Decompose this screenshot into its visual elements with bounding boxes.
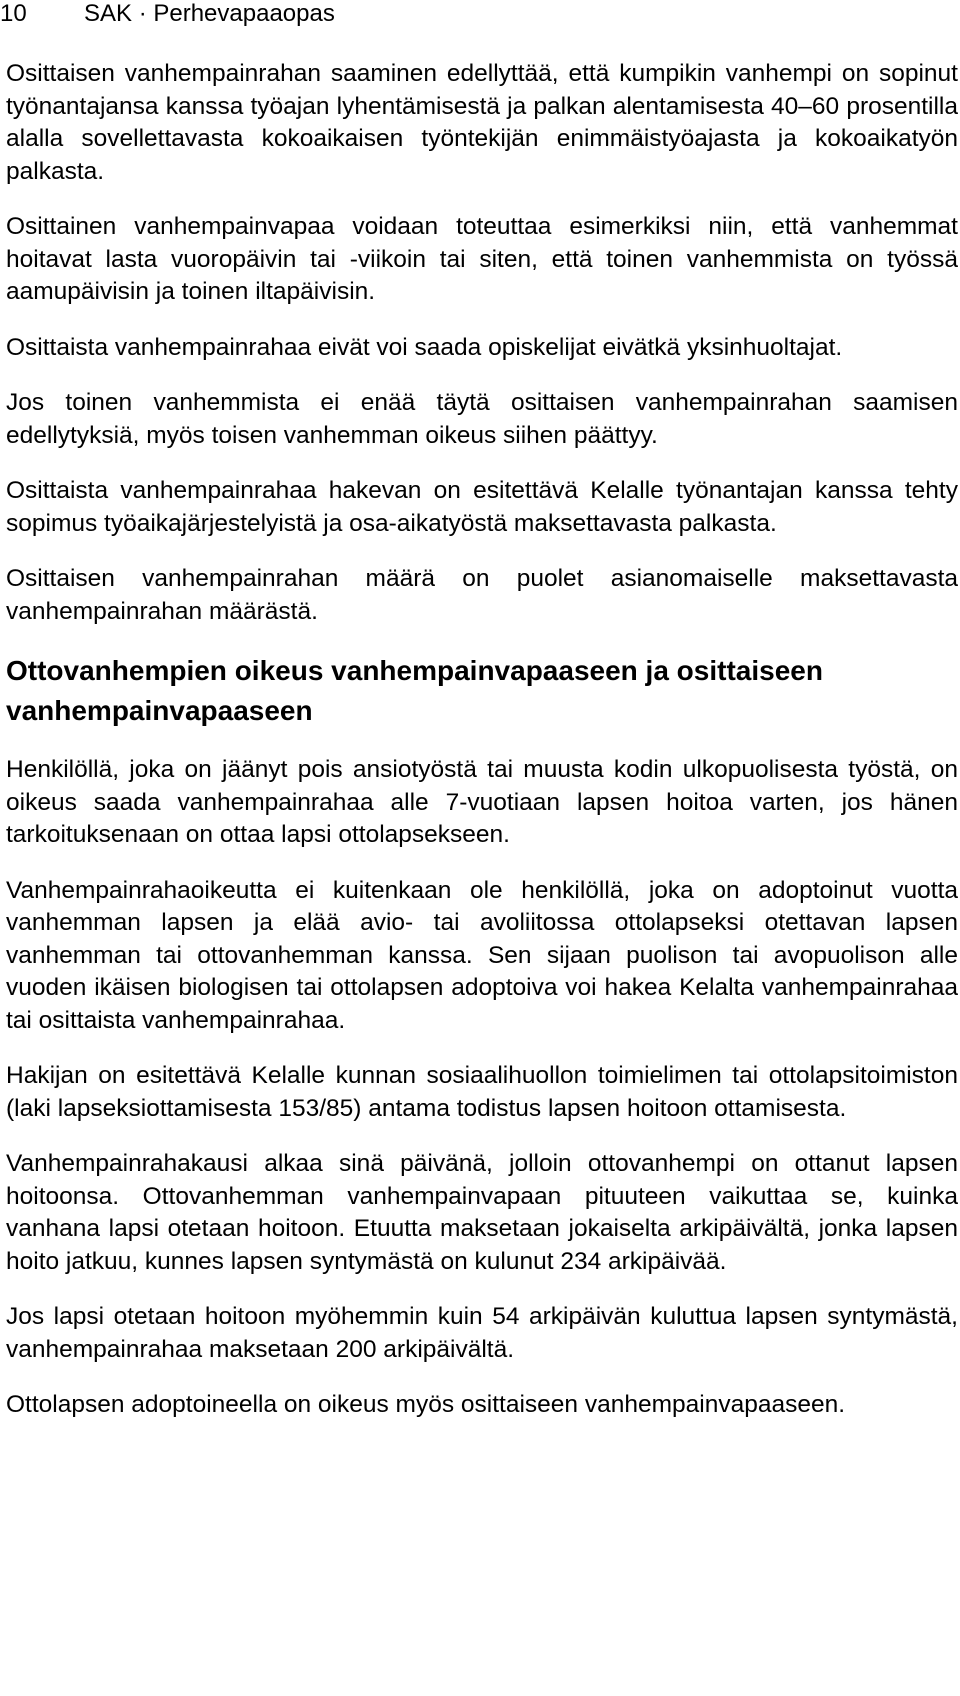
paragraph: Hakijan on esitettävä Kelalle kunnan sosiaalihuollon toimielimen tai ottolapsitoimiston (laki lapseksiottamisesta 153/85) antama todistus lapsen hoitoon ottamisesta. [6,1062,958,1122]
paragraph: Osittaisen vanhempainrahan saaminen edellyttää, että kumpikin vanhempi on sopinut työnantajansa kanssa työajan lyhentämisestä ja palkan alentamisesta 40–60 prosentilla alalla sovellettavasta kokoaikaisen työntekijän enimmäistyöajasta ja kokoaikatyön palkasta. [6,60,958,185]
paragraph: Jos lapsi otetaan hoitoon myöhemmin kuin 54 arkipäivän kuluttua lapsen syntymästä, vanhempainrahaa maksetaan 200 arkipäivältä. [6,1303,958,1363]
paragraph: Vanhempainrahakausi alkaa sinä päivänä, jolloin ottovanhempi on ottanut lapsen hoitoonsa. Ottovanhemman vanhempainvapaan pituuteen vaikuttaa se, kuinka vanhana lapsi otetaan hoitoon. Etuutta maksetaan jokaiselta arkipäivältä, jonka lapsen hoito jatkuu, kunnes lapsen syntymästä on kulunut 234 arkipäivää. [6,1150,958,1275]
paragraph: Osittainen vanhempainvapaa voidaan toteuttaa esimerkiksi niin, että vanhemmat hoitavat lasta vuoropäivin tai -viikoin tai siten, että toinen vanhemmista on työssä aamupäivisin ja toinen iltapäivisin. [6,213,958,305]
paragraph: Osittaista vanhempainrahaa eivät voi saada opiskelijat eivätkä yksinhuoltajat. [6,333,843,361]
main-content [6,58,958,1445]
paragraph: Henkilöllä, joka on jäänyt pois ansiotyöstä tai muusta kodin ulkopuolisesta työstä, on oikeus saada vanhempainrahaa alle 7-vuotiaan lapsen hoitoa varten, jos hänen tarkoituksenaan on ottaa lapsi ottolapsekseen. [6,756,958,848]
paragraph: Osittaisen vanhempainrahan määrä on puolet asianomaiselle maksettavasta vanhempainrahan määrästä. [6,565,958,625]
running-header [0,0,335,28]
paragraph: Jos toinen vanhemmista ei enää täytä osittaisen vanhempainrahan saamisen edellytyksiä, myös toisen vanhemman oikeus siihen päättyy. [6,389,958,449]
paragraph: Vanhempainrahaoikeutta ei kuitenkaan ole henkilöllä, joka on adoptoinut vuotta vanhemman lapsen ja elää avio- tai avoliitossa ottolapseksi otettavan lapsen vanhemman tai ottovanhemman kanssa. Sen sijaan puolison tai avopuolison alle vuoden ikäisen biologisen tai ottolapsen adoptoiva voi hakea Kelalta vanhempainrahaa tai osittaista vanhempainrahaa. [6,876,958,1034]
paragraph: Ottolapsen adoptoineella on oikeus myös osittaiseen vanhempainvapaaseen. [6,1391,846,1418]
publication-title: SAK · Perhevapaaopas [84,0,335,27]
page-number: 10 [0,0,27,27]
section-heading: Ottovanhempien oikeus vanhempainvapaaseen ja osittaiseen vanhempainvapaaseen [6,655,823,726]
paragraph: Osittaista vanhempainrahaa hakevan on esitettävä Kelalle työnantajan kanssa tehty sopimus työaikajärjestelyistä ja osa-aikatyöstä maksettavasta palkasta. [6,477,958,537]
